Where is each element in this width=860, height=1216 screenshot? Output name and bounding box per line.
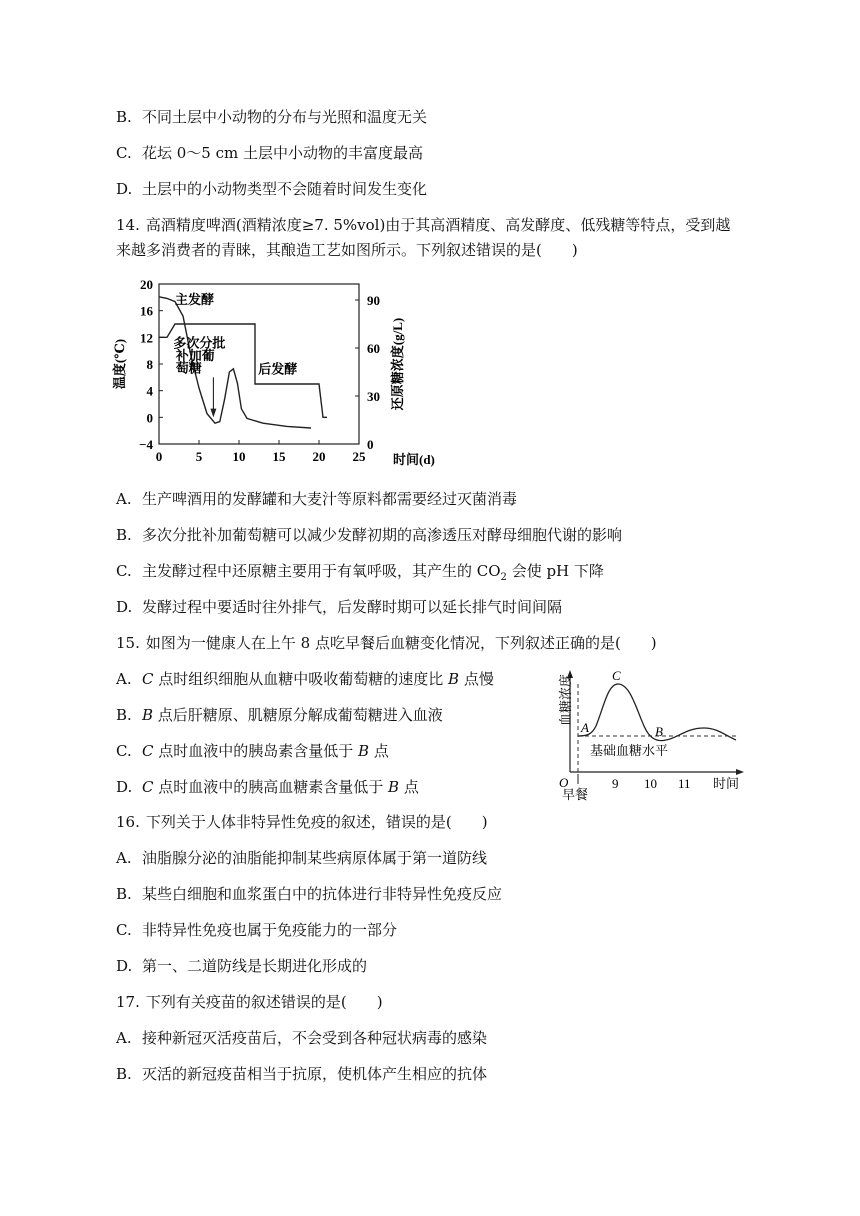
option-text: 点时血液中的胰岛素含量低于 (153, 742, 359, 760)
point-c-label: C (612, 668, 621, 683)
question-stem: 高酒精度啤酒(酒精浓度≥7. 5%vol)由于其高酒精度、高发酵度、低残糖等特点，受到越 (145, 216, 731, 234)
point-ref: B (388, 778, 400, 796)
y-right-tick-label: 90 (367, 293, 380, 308)
point-b-label: B (655, 724, 663, 739)
option-letter: B. (116, 706, 132, 724)
q14-stem-line1 (116, 215, 730, 235)
option-text: 某些白细胞和血浆蛋白中的抗体进行非特异性免疫反应 (142, 885, 503, 903)
main-fermentation-label: 主发酵 (175, 292, 215, 307)
option-text: 接种新冠灭活疫苗后，不会受到各种冠状病毒的感染 (142, 1029, 488, 1047)
x-axis-label: 时间 (713, 776, 740, 791)
y-left-tick-label: 0 (146, 410, 153, 426)
x-tick-10: 10 (644, 776, 657, 791)
question-stem-cont: 来越多消费者的青睐，其酿造工艺如图所示。下列叙述错误的是( ) (116, 241, 578, 259)
fermentation-chart (110, 272, 440, 477)
q14-option-c (116, 561, 604, 588)
option-text: 不同土层中小动物的分布与光照和温度无关 (142, 108, 428, 126)
blood-sugar-chart (540, 668, 750, 803)
subscript: 2 (500, 572, 507, 583)
question-number: 16. (116, 813, 140, 831)
option-letter: B. (116, 526, 132, 544)
q15-option-d (116, 777, 419, 797)
y-right-label: 还原糖浓度(g/L) (390, 317, 405, 411)
post-fermentation-label: 后发酵 (258, 361, 298, 377)
point-ref: B (142, 706, 154, 724)
batch-label-3: 萄糖 (175, 360, 202, 376)
x-tick-label: 5 (195, 449, 203, 464)
glucose-arrow-icon (210, 409, 216, 418)
option-text: 灭活的新冠疫苗相当于抗原，使机体产生相应的抗体 (142, 1065, 488, 1083)
option-text: 发酵过程中要适时往外排气，后发酵时期可以延长排气时间间隔 (142, 598, 563, 616)
option-letter: A. (116, 849, 132, 867)
point-a-label: A (581, 720, 589, 735)
x-tick-label: 15 (272, 449, 286, 464)
option-letter: B. (116, 885, 132, 903)
x-tick-9: 9 (612, 776, 619, 791)
question-number: 17. (116, 993, 140, 1011)
q17-option-b (116, 1064, 487, 1084)
option-letter: D. (116, 598, 133, 616)
option-letter: C. (116, 562, 132, 580)
option-letter: C. (116, 144, 132, 162)
option-text: 点慢 (459, 670, 494, 688)
point-ref: C (142, 742, 154, 760)
option-letter: A. (116, 1029, 132, 1047)
point-ref: C (142, 778, 154, 796)
option-letter: B. (116, 1065, 132, 1083)
question-stem: 如图为一健康人在上午 8 点吃早餐后血糖变化情况，下列叙述正确的是( ) (145, 634, 657, 652)
question-stem: 下列有关疫苗的叙述错误的是( ) (145, 993, 383, 1011)
option-text: 主发酵过程中还原糖主要用于有氧呼吸，其产生的 CO (142, 562, 501, 580)
q16-option-d (116, 956, 367, 976)
point-ref: B (448, 670, 460, 688)
y-right-tick-label: 60 (367, 341, 380, 356)
x-tick-11: 11 (678, 776, 691, 791)
breakfast-label: 早餐 (562, 787, 589, 802)
option-text: 点时组织细胞从血糖中吸收葡萄糖的速度比 (153, 670, 449, 688)
option-text: 非特异性免疫也属于免疫能力的一部分 (142, 921, 398, 939)
q16-option-b (116, 884, 502, 904)
q13-option-c (116, 143, 423, 163)
q17-stem (116, 992, 383, 1012)
y-left-tick-label: 4 (146, 383, 153, 399)
q17-option-a (116, 1028, 487, 1048)
question-stem: 下列关于人体非特异性免疫的叙述，错误的是( ) (145, 813, 488, 831)
y-left-tick-label: 16 (140, 303, 153, 319)
option-letter: C. (116, 921, 132, 939)
batch-label-1: 多次分批 (173, 335, 226, 351)
point-ref: C (142, 670, 154, 688)
y-left-label: 温度(℃) (112, 338, 127, 390)
q14-option-d (116, 597, 562, 617)
q14-stem-line2 (116, 240, 578, 260)
baseline-label: 基础血糖水平 (590, 743, 669, 758)
fermentation-chart-svg (110, 272, 440, 477)
x-tick-label: 25 (352, 449, 366, 464)
question-number: 15. (116, 634, 140, 652)
x-tick-label: 20 (312, 449, 326, 464)
option-letter: D. (116, 180, 133, 198)
option-letter: A. (116, 670, 132, 688)
x-axis-arrow-icon (736, 769, 744, 775)
q15-option-a (116, 669, 494, 689)
y-left-tick-label: −4 (139, 437, 153, 452)
option-text: 点时血液中的胰高血糖素含量低于 (153, 778, 389, 796)
option-text: 生产啤酒用的发酵罐和大麦汁等原料都需要经过灭菌消毒 (142, 490, 518, 508)
q16-option-c (116, 920, 397, 940)
option-text: 多次分批补加葡萄糖可以减少发酵初期的高渗透压对酵母细胞代谢的影响 (142, 526, 623, 544)
q13-option-d (116, 179, 427, 199)
point-ref: B (358, 742, 370, 760)
option-text-cont: 会使 pH 下降 (506, 562, 604, 580)
q15-stem (116, 633, 657, 653)
batch-label-2: 补加葡 (175, 348, 215, 363)
q14-option-a (116, 489, 517, 509)
x-tick-label: 0 (155, 449, 163, 464)
q16-stem (116, 812, 488, 832)
option-letter: C. (116, 742, 132, 760)
option-letter: B. (116, 108, 132, 126)
option-text: 点 (369, 742, 389, 760)
y-left-tick-label: 8 (146, 357, 153, 372)
blood-sugar-chart-svg (540, 668, 750, 803)
y-left-tick-label: 20 (140, 277, 153, 292)
option-text: 花坛 0～5 cm 土层中小动物的丰富度最高 (142, 144, 424, 162)
x-axis-label: 时间(d) (393, 452, 435, 467)
q14-option-b (116, 525, 622, 545)
option-letter: D. (116, 778, 133, 796)
y-right-tick-label: 30 (367, 389, 380, 404)
y-axis-label: 血糖浓度 (558, 673, 573, 726)
q13-option-b (116, 107, 427, 127)
question-number: 14. (116, 216, 140, 234)
option-letter: A. (116, 490, 132, 508)
q15-option-c (116, 741, 389, 761)
option-text: 点后肝糖原、肌糖原分解成葡萄糖进入血液 (153, 706, 443, 724)
x-tick-label: 10 (232, 449, 246, 464)
y-right-tick-label: 0 (367, 437, 374, 452)
origin-label: O (559, 775, 569, 790)
option-letter: D. (116, 957, 133, 975)
q15-option-b (116, 705, 443, 725)
option-text: 点 (399, 778, 419, 796)
option-text: 土层中的小动物类型不会随着时间发生变化 (142, 180, 428, 198)
q16-option-a (116, 848, 487, 868)
y-left-tick-label: 12 (140, 330, 153, 346)
option-text: 第一、二道防线是长期进化形成的 (142, 957, 368, 975)
option-text: 油脂腺分泌的油脂能抑制某些病原体属于第一道防线 (142, 849, 488, 867)
